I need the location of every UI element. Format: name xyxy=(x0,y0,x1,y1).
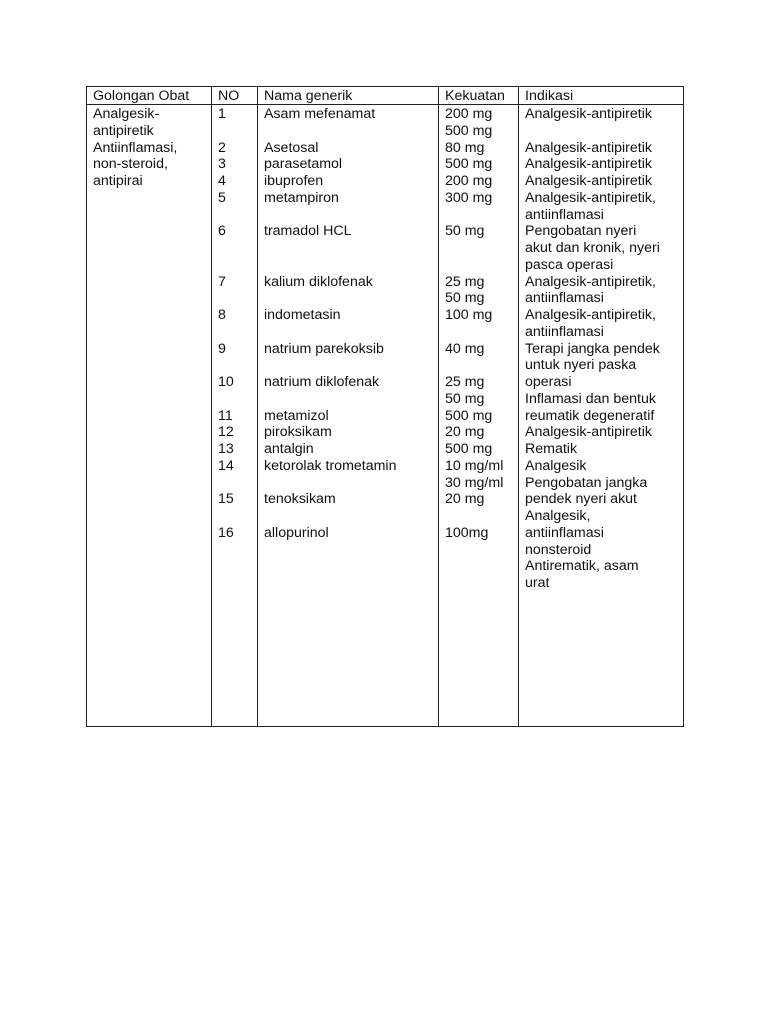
indication-line: Analgesik-antipiretik xyxy=(525,106,652,122)
drug-strength xyxy=(445,240,503,257)
row-number xyxy=(218,240,234,257)
indication-line: antiinflamasi xyxy=(525,290,604,307)
indication-line: nonsteroid xyxy=(525,541,592,558)
column-divider-1 xyxy=(211,87,212,726)
drug-strength: 40 mg xyxy=(445,340,485,357)
drug-name xyxy=(264,391,396,408)
indication-line: Analgesik-antipiretik, xyxy=(525,189,656,206)
row-number: 16 xyxy=(218,524,234,541)
indication-line: antiinflamasi xyxy=(525,323,604,340)
row-number xyxy=(218,257,234,274)
header-indikasi: Indikasi xyxy=(525,88,574,104)
indication-line: Analgesik-antipiretik, xyxy=(525,307,656,323)
indication-line: Rematik xyxy=(525,441,578,457)
row-number xyxy=(218,207,234,224)
indication-line: pasca operasi xyxy=(525,256,614,273)
header-no: NO xyxy=(218,88,240,104)
indication-line: Analgesik-antipiretik xyxy=(525,139,652,156)
drug-name: tenoksikam xyxy=(264,491,336,508)
indication-line: Analgesik-antipiretik xyxy=(525,424,652,441)
row-number: 8 xyxy=(218,307,226,323)
row-number xyxy=(218,123,234,140)
drug-name: natrium diklofenak xyxy=(264,374,380,390)
golongan-line: Analgesik- xyxy=(93,106,160,122)
drug-strength: 100mg xyxy=(445,524,489,541)
row-number xyxy=(218,391,234,408)
drug-name xyxy=(264,290,396,307)
row-number xyxy=(218,290,234,307)
drug-name: metamizol xyxy=(264,407,329,424)
indication-line: antiinflamasi xyxy=(525,524,604,541)
row-number: 1 xyxy=(218,106,226,122)
indication-line: Terapi jangka pendek xyxy=(525,340,660,357)
drug-strength: 500 mg xyxy=(445,156,493,173)
row-number: 15 xyxy=(218,491,234,508)
column-divider-4 xyxy=(518,87,519,726)
drug-strength: 80 mg xyxy=(445,139,485,156)
header-kekuatan: Kekuatan xyxy=(445,88,505,104)
drug-strength: 20 mg xyxy=(445,424,485,441)
drug-name xyxy=(264,324,396,341)
indication-line: Analgesik-antipiretik xyxy=(525,173,652,189)
drug-name: piroksikam xyxy=(264,424,332,441)
row-number: 14 xyxy=(218,457,234,474)
drug-name xyxy=(264,123,396,140)
drug-name: ketorolak trometamin xyxy=(264,457,397,474)
drug-strength: 500 mg xyxy=(445,407,493,424)
column-divider-3 xyxy=(438,87,439,726)
indication-line: antiinflamasi xyxy=(525,206,604,223)
row-number: 7 xyxy=(218,273,226,290)
drug-name: kalium diklofenak xyxy=(264,273,373,290)
drug-name: natrium parekoksib xyxy=(264,340,384,357)
indication-line: untuk nyeri paska xyxy=(525,357,637,374)
drug-strength xyxy=(445,207,503,224)
row-number xyxy=(218,475,234,492)
indication-line: operasi xyxy=(525,374,572,390)
drug-strength xyxy=(445,508,503,525)
header-divider xyxy=(87,104,683,105)
indication-line: akut dan kronik, nyeri xyxy=(525,240,660,256)
header-golongan-obat: Golongan Obat xyxy=(93,88,190,104)
drug-strength xyxy=(445,357,503,374)
golongan-line: Antiinflamasi, xyxy=(93,139,178,156)
drug-name xyxy=(264,257,396,274)
row-number: 5 xyxy=(218,189,226,206)
drug-name: indometasin xyxy=(264,307,341,323)
drug-strength: 300 mg xyxy=(445,189,493,206)
header-nama-generik: Nama generik xyxy=(264,88,353,104)
column-divider-2 xyxy=(257,87,258,726)
row-number: 11 xyxy=(218,407,233,424)
row-number: 9 xyxy=(218,340,226,357)
column-indikasi xyxy=(525,106,660,592)
row-number: 13 xyxy=(218,441,234,457)
drug-name xyxy=(264,357,396,374)
drug-table xyxy=(86,86,684,727)
indication-line: pendek nyeri akut xyxy=(525,491,637,508)
indication-line: reumatik degeneratif xyxy=(525,407,655,424)
golongan-line: antipirai xyxy=(93,173,143,189)
drug-name xyxy=(264,475,396,492)
drug-name: Asam mefenamat xyxy=(264,106,376,122)
drug-name: ibuprofen xyxy=(264,173,324,189)
row-number xyxy=(218,324,234,341)
drug-name: Asetosal xyxy=(264,139,319,156)
drug-name: allopurinol xyxy=(264,524,329,541)
indication-line: Antirematik, asam xyxy=(525,558,639,575)
drug-name: metampiron xyxy=(264,189,339,206)
drug-strength: 50 mg xyxy=(445,290,485,307)
row-number: 10 xyxy=(218,374,234,390)
drug-strength xyxy=(445,257,503,274)
indication-line: Inflamasi dan bentuk xyxy=(525,390,656,407)
drug-strength: 25 mg xyxy=(445,374,485,390)
column-kekuatan xyxy=(445,106,503,542)
drug-strength: 100 mg xyxy=(445,307,493,323)
drug-strength: 200 mg xyxy=(445,173,493,189)
drug-name: tramadol HCL xyxy=(264,223,352,240)
row-number: 2 xyxy=(218,139,226,156)
golongan-line: antipiretik xyxy=(93,122,154,139)
drug-name: parasetamol xyxy=(264,156,343,173)
column-nama-generik xyxy=(264,106,396,542)
drug-strength: 500 mg xyxy=(445,122,493,139)
drug-strength: 50 mg xyxy=(445,390,485,407)
row-number xyxy=(218,508,234,525)
row-number: 12 xyxy=(218,424,234,441)
drug-name xyxy=(264,508,396,525)
drug-strength: 30 mg/ml xyxy=(445,474,504,491)
drug-strength: 10 mg/ml xyxy=(445,457,504,474)
indication-line: Analgesik-antipiretik, xyxy=(525,273,656,290)
row-number: 4 xyxy=(218,173,226,189)
drug-strength: 50 mg xyxy=(445,223,485,240)
drug-strength: 200 mg xyxy=(445,106,493,122)
drug-strength xyxy=(445,324,503,341)
drug-name xyxy=(264,240,396,257)
golongan-line: non-steroid, xyxy=(93,156,168,173)
column-no xyxy=(218,106,234,542)
drug-name xyxy=(264,207,396,224)
drug-strength: 25 mg xyxy=(445,273,485,290)
column-golongan-obat xyxy=(93,106,177,190)
indication-line: Analgesik, xyxy=(525,508,591,524)
row-number: 3 xyxy=(218,156,226,173)
row-number xyxy=(218,357,234,374)
indication-line: Pengobatan jangka xyxy=(525,474,648,491)
drug-name: antalgin xyxy=(264,441,314,457)
drug-strength: 500 mg xyxy=(445,441,493,457)
indication-line xyxy=(525,123,660,140)
row-number: 6 xyxy=(218,223,226,240)
drug-strength: 20 mg xyxy=(445,491,485,508)
indication-line: Analgesik-antipiretik xyxy=(525,156,652,173)
indication-line: urat xyxy=(525,575,550,591)
indication-line: Analgesik xyxy=(525,457,587,474)
indication-line: Pengobatan nyeri xyxy=(525,223,637,240)
